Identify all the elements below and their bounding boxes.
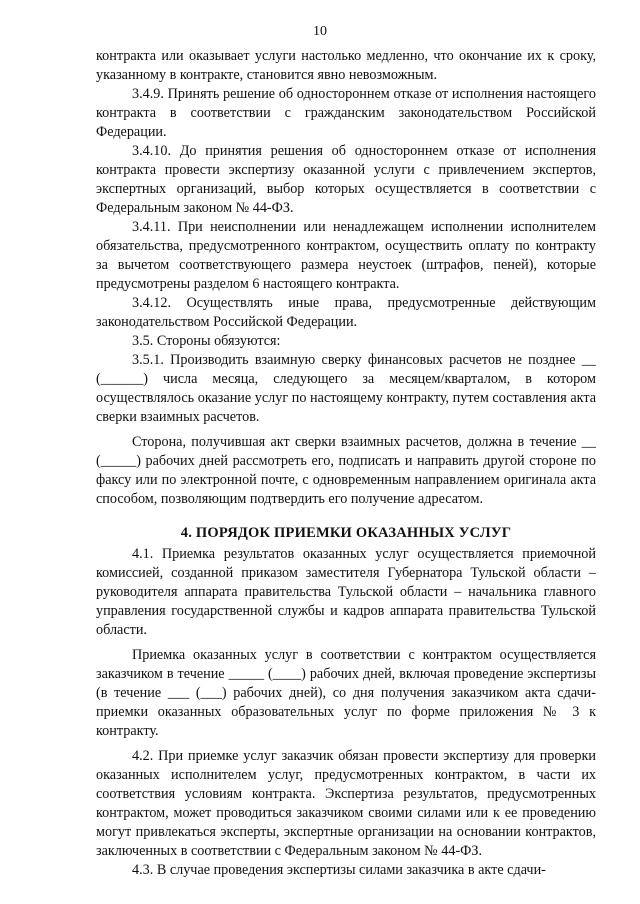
paragraph: контракта или оказывает услуги настолько медленно, что окончание их к сроку, указанному в контракте, становится явно невозможным. (96, 48, 596, 83)
paragraph: 3.5.1. Производить взаимную сверку финансовых расчетов не позднее __ (______) числа месяца, следующего за месяцем/кварталом, в котором осуществлялось оказание услуг по настоящему контракту, путем составления акта сверки взаимных расчетов. (96, 352, 596, 425)
paragraph: 3.4.12. Осуществлять иные права, предусмотренные действующим законодательством Российской Федерации. (96, 295, 596, 330)
page-number: 10 (313, 24, 327, 39)
paragraph: 4.3. В случае проведения экспертизы силами заказчика в акте сдачи- (132, 862, 546, 878)
paragraph: Сторона, получившая акт сверки взаимных расчетов, должна в течение __ (_____) рабочих дней рассмотреть его, подписать и направить другой стороне по факсу или по электронной почте, с одновременным направлением оригинала акта способом, позволяющим подтвердить его получение адресатом. (96, 434, 596, 507)
paragraph: 3.5. Стороны обязуются: (132, 333, 281, 349)
paragraph: 4.1. Приемка результатов оказанных услуг осуществляется приемочной комиссией, созданной приказом заместителя Губернатора Тульской области – руководителя аппарата правительства Тульской области – начальника главного управления государственной службы и кадров аппарата правительства Тульской области. (96, 546, 596, 638)
page-content (96, 47, 596, 880)
paragraph: 3.4.9. Принять решение об одностороннем отказе от исполнения настоящего контракта в соответствии с гражданским законодательством Российской Федерации. (96, 86, 596, 140)
paragraph: 3.4.10. До принятия решения об одностороннем отказе от исполнения контракта провести экспертизу оказанной услуги с привлечением экспертов, экспертных организаций, выбор которых осуществляется в соответствии с Федеральным законом № 44-ФЗ. (96, 143, 596, 216)
paragraph: 4.2. При приемке услуг заказчик обязан провести экспертизу для проверки оказанных исполнителем услуг, предусмотренных контрактом, в части их соответствия условиям контракта. Экспертиза результатов, предусмотренных контрактом, может проводиться заказчиком своими силами или к ее проведению могут привлекаться эксперты, экспертные организации на основании контрактов, заключенных в соответствии с Федеральным законом № 44-ФЗ. (96, 748, 596, 859)
paragraph: 3.4.11. При неисполнении или ненадлежащем исполнении исполнителем обязательства, предусмотренного контрактом, осуществить оплату по контракту за вычетом соответствующего размера неустоек (штрафов, пеней), которые предусмотрены разделом 6 настоящего контракта. (96, 219, 596, 292)
section-heading: 4. ПОРЯДОК ПРИЕМКИ ОКАЗАННЫХ УСЛУГ (180, 525, 512, 541)
paragraph: Приемка оказанных услуг в соответствии с контрактом осуществляется заказчиком в течение _____ (____) рабочих дней, включая проведение экспертизы (в течение ___ (___) рабочих дней), со дня получения заказчиком акта сдачи-приемки оказанных образовательных услуг по форме приложения № 3 к контракту. (96, 647, 596, 739)
